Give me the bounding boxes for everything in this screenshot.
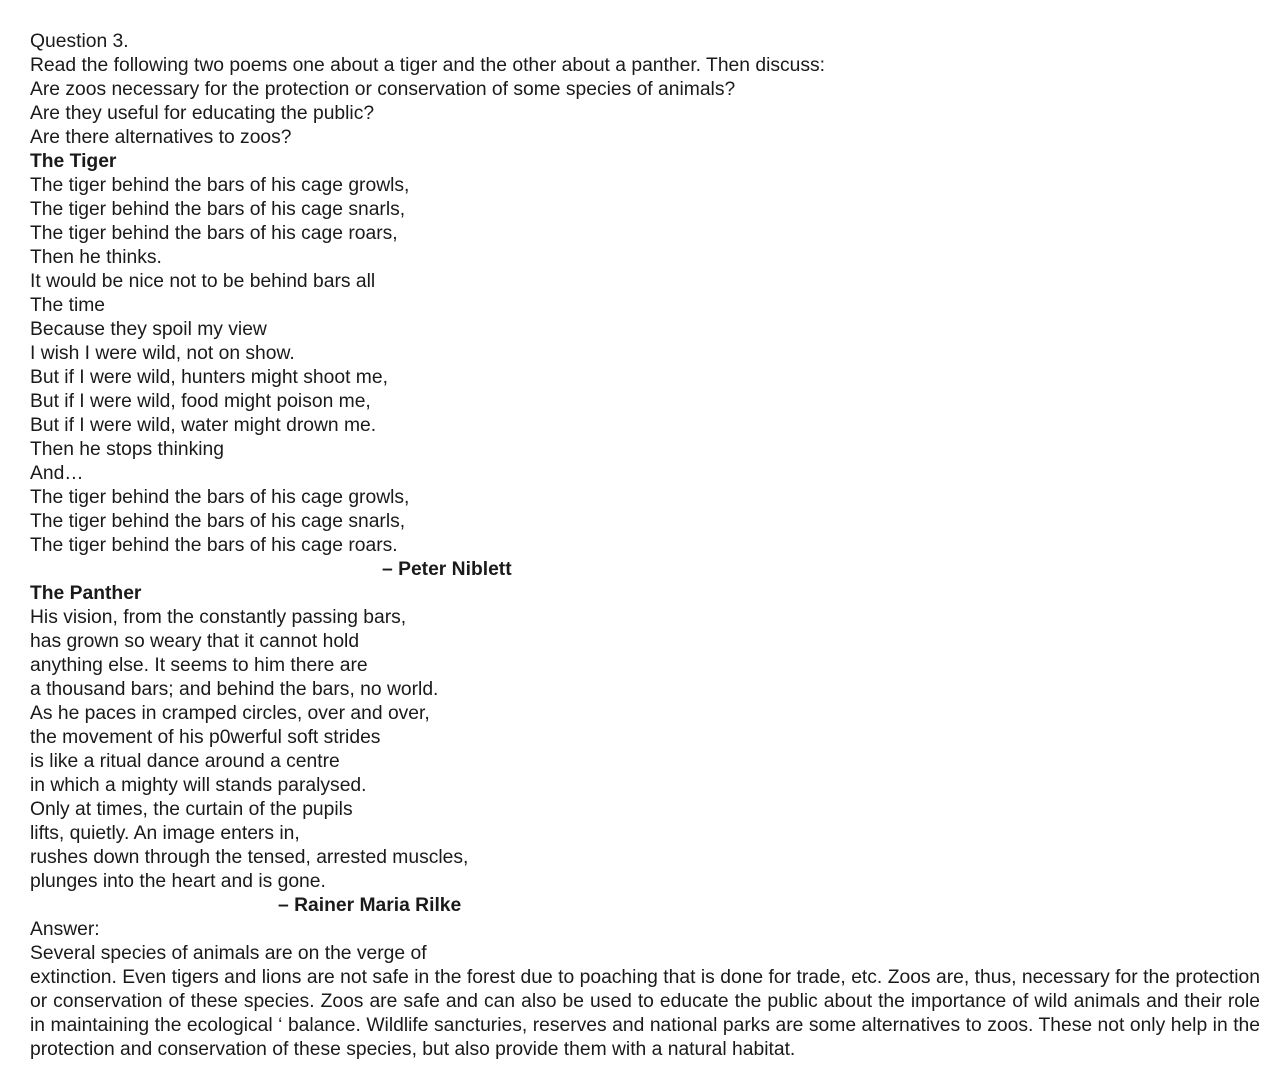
poem-line: Only at times, the curtain of the pupils [30, 799, 353, 820]
question-line: Are zoos necessary for the protection or conservation of some species of animals? [30, 79, 736, 100]
answer-paragraph [30, 942, 1260, 1062]
answer-first-line: Several species of animals are on the verge of [30, 943, 427, 964]
poem-line: rushes down through the tensed, arrested muscles, [30, 847, 469, 868]
poem-line: has grown so weary that it cannot hold [30, 631, 360, 652]
poem-line: The time [30, 295, 106, 316]
poem-line: anything else. It seems to him there are [30, 655, 368, 676]
poem-line: the movement of his p0werful soft strides [30, 727, 381, 748]
answer-body-text: extinction. Even tigers and lions are not safe in the forest due to poaching that is done for trade, etc. Zoos are, thus, necessary for the protection or conservation of these species. Zoos are safe and can also be used to educate the public about the importance of wild animals and their role in maintaining the ecological ‘ balance. Wildlife sancturies, reserves and national parks are some alternatives to zoos. These not only help in the protection and conservation of these species, but also provide them with a natural habitat. [30, 967, 1260, 1060]
poem-line: And… [30, 463, 84, 484]
poem-line: But if I were wild, food might poison me, [30, 391, 371, 412]
poem-line: plunges into the heart and is gone. [30, 871, 326, 892]
poem-line: But if I were wild, water might drown me. [30, 415, 377, 436]
poem-line: But if I were wild, hunters might shoot me, [30, 367, 388, 388]
poem-line: The tiger behind the bars of his cage growls, [30, 175, 410, 196]
question-line: Are they useful for educating the public? [30, 103, 375, 124]
poem-title: The Panther [30, 583, 142, 604]
poem-line: The tiger behind the bars of his cage roars. [30, 535, 398, 556]
poem-line: The tiger behind the bars of his cage snarls, [30, 199, 406, 220]
question-section [30, 30, 1260, 150]
poem-panther [30, 582, 1260, 918]
poem-line: The tiger behind the bars of his cage roars, [30, 223, 398, 244]
poem-line: The tiger behind the bars of his cage growls, [30, 487, 410, 508]
poem-line: Then he stops thinking [30, 439, 225, 460]
poem-line: I wish I were wild, not on show. [30, 343, 295, 364]
poem-line: As he paces in cramped circles, over and over, [30, 703, 430, 724]
poem-line: Because they spoil my view [30, 319, 267, 340]
poem-line: in which a mighty will stands paralysed. [30, 775, 367, 796]
poem-line: The tiger behind the bars of his cage snarls, [30, 511, 406, 532]
answer-section [30, 918, 1260, 1062]
poem-line: His vision, from the constantly passing bars, [30, 607, 407, 628]
poem-line: It would be nice not to be behind bars all [30, 271, 376, 292]
poem-line: lifts, quietly. An image enters in, [30, 823, 300, 844]
poem-author: – Rainer Maria Rilke [278, 895, 462, 916]
answer-label: Answer: [30, 919, 100, 940]
poem-line: a thousand bars; and behind the bars, no world. [30, 679, 439, 700]
question-line: Are there alternatives to zoos? [30, 127, 292, 148]
question-number: Question 3. [30, 31, 129, 52]
poem-title: The Tiger [30, 151, 117, 172]
question-line: Read the following two poems one about a tiger and the other about a panther. Then discuss: [30, 55, 825, 76]
poem-line: Then he thinks. [30, 247, 162, 268]
poem-author: – Peter Niblett [382, 559, 512, 580]
poem-tiger [30, 150, 1260, 582]
poem-line: is like a ritual dance around a centre [30, 751, 340, 772]
